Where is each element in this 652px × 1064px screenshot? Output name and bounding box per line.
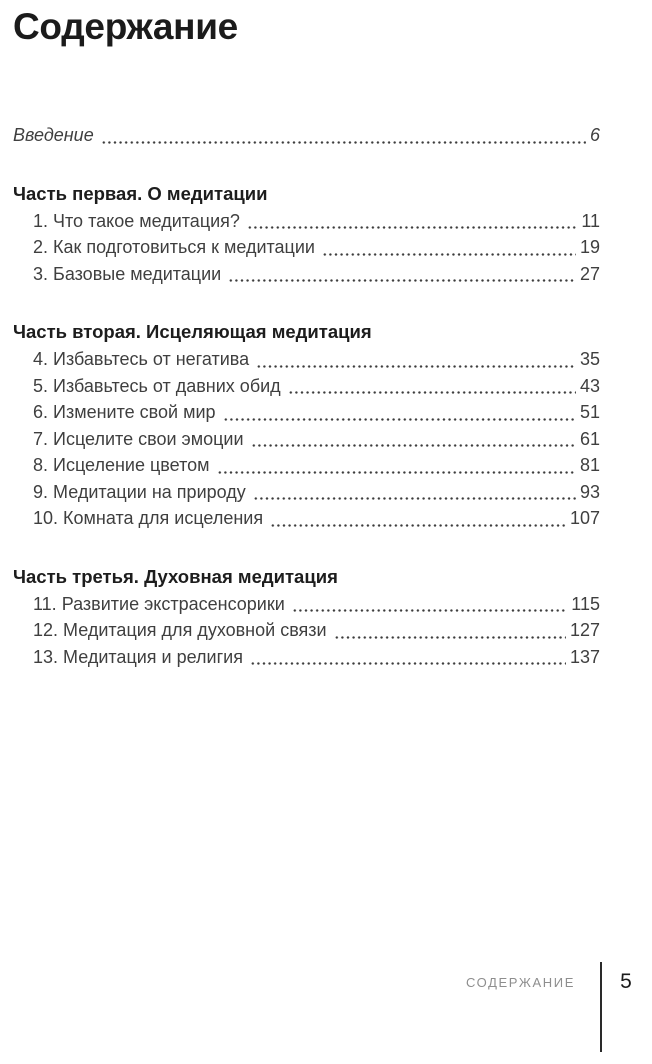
toc-entry-page: 61 (579, 428, 600, 449)
dot-leader (251, 439, 576, 447)
toc-entry-label: 2. Как подготовиться к медитации (33, 237, 315, 257)
dot-leader (334, 631, 566, 639)
toc-section-heading: Часть третья. Духовная медитация (13, 565, 338, 587)
toc-entry (33, 261, 600, 288)
toc-entry (33, 644, 600, 671)
dot-leader (101, 136, 586, 144)
toc-entry (33, 426, 600, 453)
toc-entry (33, 505, 600, 532)
toc-entry-label: 7. Исцелите свои эмоции (33, 428, 244, 449)
toc-entry (33, 373, 600, 400)
dot-leader (247, 221, 577, 229)
toc-entry-label: 1. Что такое медитация? (33, 210, 240, 231)
toc-entry (33, 591, 600, 618)
toc-entry-page: 11 (581, 210, 600, 231)
toc-list (13, 122, 600, 670)
toc-section (13, 320, 600, 532)
toc-entry-page: 43 (579, 375, 600, 396)
toc-entry-label: 13. Медитация и религия (33, 646, 243, 667)
toc-entry-page: 107 (569, 508, 600, 528)
toc-entry-page: 137 (569, 646, 600, 667)
toc-section (13, 182, 600, 288)
toc-entry-page: 6 (589, 125, 600, 145)
toc-entry-label: 11. Развитие экстрасенсорики (33, 593, 285, 614)
footer-running-title: СОДЕРЖАНИЕ (465, 975, 575, 990)
toc-section-heading: Часть вторая. Исцеляющая медитация (13, 321, 372, 342)
toc-section (13, 565, 600, 671)
page-title: Содержание (13, 6, 238, 47)
footer-page-number: 5 (620, 970, 632, 993)
dot-leader (288, 386, 576, 394)
toc-entry-label: 12. Медитация для духовной связи (33, 620, 327, 640)
toc-entry-label: 6. Измените свой мир (33, 402, 216, 422)
toc-entry-page: 127 (569, 620, 600, 640)
toc-entry (33, 399, 600, 426)
toc-entry-label: 10. Комната для исцеления (33, 508, 264, 528)
toc-entry-page: 115 (571, 593, 600, 614)
toc-entry-label: 8. Исцеление цветом (33, 455, 210, 475)
toc-entry (33, 452, 600, 479)
toc-entry (33, 617, 600, 644)
dot-leader (270, 519, 566, 527)
toc-entry-label: Введение (13, 125, 94, 145)
toc-section-heading: Часть первая. О медитации (13, 182, 268, 204)
dot-leader (322, 248, 576, 256)
toc-entry-page: 19 (579, 237, 600, 257)
toc-entry-page: 93 (579, 481, 600, 502)
dot-leader (250, 657, 566, 665)
toc-page (13, 0, 600, 670)
dot-leader (228, 274, 576, 282)
toc-entry-page: 27 (579, 263, 600, 284)
toc-entry (33, 479, 600, 506)
toc-entry-page: 81 (579, 455, 600, 475)
dot-leader (253, 492, 576, 500)
toc-entry (33, 346, 600, 373)
dot-leader (223, 413, 576, 421)
toc-entry-label: 3. Базовые медитации (33, 263, 222, 284)
dot-leader (256, 360, 576, 368)
toc-entry-page: 35 (579, 349, 600, 369)
toc-entry (33, 208, 600, 235)
toc-entry-label: 5. Избавьтесь от давних обид (33, 375, 281, 396)
toc-entry (13, 122, 600, 149)
toc-entry-label: 4. Избавьтесь от негатива (33, 349, 250, 369)
dot-leader (292, 604, 568, 612)
toc-entry-label: 9. Медитации на природу (33, 481, 246, 502)
toc-entry (33, 234, 600, 261)
toc-entry-page: 51 (579, 402, 600, 422)
dot-leader (217, 466, 576, 474)
